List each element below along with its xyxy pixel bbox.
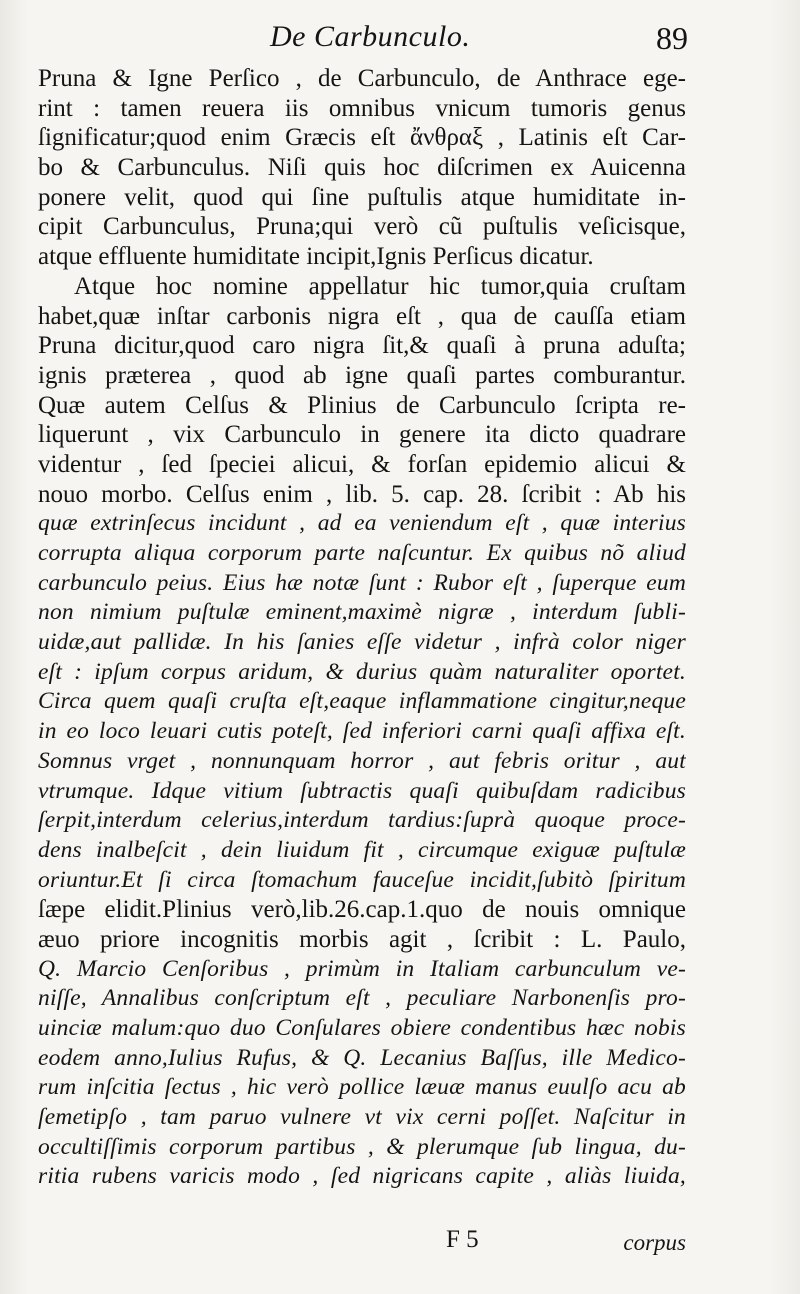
running-head: De Carbunculo. (270, 20, 471, 53)
page-header (40, 20, 688, 64)
quote-line: ſerpit,interdum celerius,interdum tardius:ſuprà quoque proce- (38, 807, 686, 834)
quote-line: in eo loco leuari cutis poteſt, ſed inferiori carni quaſi affixa eſt. (38, 718, 686, 745)
text-line: liquerunt , vix Carbunculo in genere ita dicto quadrare (38, 421, 686, 449)
quote-line: ritia rubens varicis modo , ſed nigricans capite , aliàs liuida, (38, 1163, 686, 1190)
quote-line: oriuntur.Et ſi circa ſtomachum fauceſue incidit,ſubitò ſpiritum (38, 866, 686, 893)
text-line: habet,quæ inſtar carbonis nigra eſt , qua de cauſſa etiam (38, 302, 686, 330)
catchword: corpus (623, 1230, 686, 1255)
quote-line: occultiſſimis corporum partibus , & plerumque ſub lingua, du- (38, 1133, 686, 1160)
text-line: bo & Carbunculus. Niſi quis hoc diſcrimen ex Auicenna (38, 154, 686, 182)
text-line: Quæ autem Celſus & Plinius de Carbunculo ſcripta re- (38, 391, 686, 419)
text-line: ſæpe elidit.Plinius verò,lib.26.cap.1.quo de nouis omnique (38, 896, 686, 924)
page-footer (38, 1226, 686, 1260)
quote-line: dens inalbeſcit , dein liuidum fit , circumque exiguæ puſtulæ (38, 836, 686, 863)
text-line: cipit Carbunculus, Pruna;qui verò cũ puſtulis veſicisque, (38, 213, 686, 241)
quote-line: niſſe, Annalibus conſcriptum eſt , peculiare Narbonenſis pro- (38, 985, 686, 1012)
quote-line: Somnus vrget , nonnunquam horror , aut febris oritur , aut (38, 747, 686, 774)
text-line: ponere velit, quod qui ſine puſtulis atque humiditate in- (38, 183, 686, 211)
quote-line: quæ extrinſecus incidunt , ad ea veniendum eſt , quæ interius (38, 510, 686, 537)
quote-line: uinciæ malum:quo duo Conſulares obiere condentibus hæc nobis (38, 1015, 686, 1041)
page-number: 89 (656, 20, 688, 56)
quote-line: Q. Marcio Cenſoribus , primùm in Italiam carbunculum ve- (38, 955, 686, 982)
signature-mark: F 5 (446, 1226, 479, 1253)
quote-line: carbunculo peius. Eius hæ notæ ſunt : Rubor eſt , ſuperque eum (38, 569, 686, 596)
text-line: æuo priore incognitis morbis agit , ſcribit : L. Paulo, (38, 925, 686, 953)
quote-line: eodem anno,Iulius Rufus, & Q. Lecanius Baſſus, ille Medico- (38, 1044, 686, 1071)
quote-line: eſt : ipſum corpus aridum, & durius quàm naturaliter oportet. (38, 658, 686, 685)
text-line: nouo morbo. Celſus enim , lib. 5. cap. 28. ſcribit : Ab his (38, 480, 686, 508)
text-line: ignis præterea , quod ab igne quaſi partes comburantur. (38, 361, 686, 389)
text-line: Pruna & Igne Perſico , de Carbunculo, de Anthrace ege- (38, 65, 686, 92)
quote-line: Circa quem quaſi cruſta eſt,eaque inflammatione cingitur,neque (38, 688, 686, 715)
text-line: rint : tamen reuera iis omnibus vnicum tumoris genus (38, 94, 686, 122)
body-text (38, 64, 686, 1192)
text-line: ſignificatur;quod enim Græcis eſt ἄνθραξ , Latinis eſt Car- (38, 124, 686, 152)
text-line: atque effluente humiditate incipit,Ignis Perſicus dicatur. (38, 243, 594, 271)
quote-line: ſemetipſo , tam paruo vulnere vt vix cerni poſſet. Naſcitur in (38, 1104, 686, 1131)
quote-line: uidæ,aut pallidæ. In his ſanies eſſe videtur , infrà color niger (38, 629, 686, 656)
text-line: videntur , ſed ſpeciei alicui, & forſan epidemio alicui & (38, 450, 686, 478)
quote-line: corrupta aliqua corporum parte naſcuntur. Ex quibus nõ aliud (38, 540, 686, 566)
quote-line: non nimium puſtulæ eminent,maximè nigræ , interdum ſubli- (38, 599, 686, 626)
text-line: Pruna dicitur,quod caro nigra ſit,& quaſi à pruna aduſta; (38, 332, 686, 360)
quote-line: rum inſcitia ſectus , hic verò pollice læuæ manus euulſo acu ab (38, 1074, 686, 1101)
text-line: Atque hoc nomine appellatur hic tumor,quia cruſtam (74, 272, 686, 300)
quote-line: vtrumque. Idque vitium ſubtractis quaſi quibuſdam radicibus (38, 777, 686, 804)
